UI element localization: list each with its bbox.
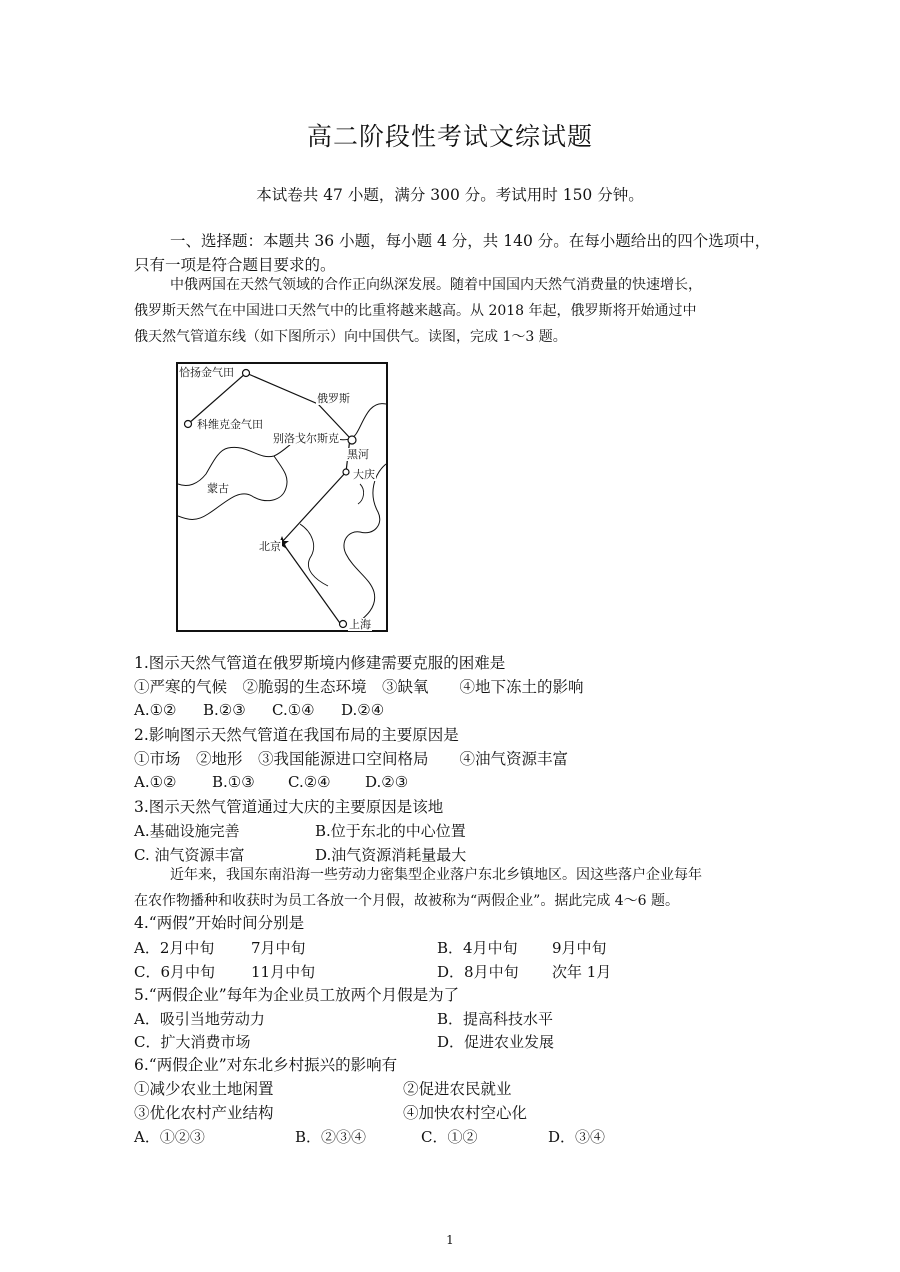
q3-stem: 3.图示天然气管道通过大庆的主要原因是该地	[134, 798, 444, 816]
label-daqing: 大庆	[353, 468, 375, 481]
label-blagoveshchensk: 别洛戈尔斯克	[273, 432, 339, 445]
exam-subtitle: 本试卷共 47 小题，满分 300 分。考试用时 150 分钟。	[256, 186, 644, 204]
q2-stem: 2.影响图示天然气管道在我国布局的主要原因是	[134, 726, 459, 744]
label-russia: 俄罗斯	[317, 392, 350, 405]
q2-option-c: C.②④	[288, 773, 331, 791]
q3-option-c: C. 油气资源丰富	[134, 846, 245, 864]
page-number: 1	[446, 1233, 454, 1247]
q4-option-b-second: 9月中旬	[552, 939, 607, 957]
section1-line1: 一、选择题：本题共 36 小题，每小题 4 分，共 140 分。在每小题给出的四个选项中，	[170, 232, 771, 250]
q5-option-a: A．吸引当地劳动力	[134, 1010, 265, 1028]
inland-line	[300, 524, 328, 586]
chayanda-marker	[243, 370, 250, 377]
pipeline-map	[176, 362, 388, 632]
q5-option-c: C．扩大消费市场	[134, 1033, 251, 1051]
q4-option-d: D．8月中旬	[437, 963, 519, 981]
coast-island	[358, 484, 364, 504]
shanghai-marker	[340, 621, 347, 628]
label-heihe: 黑河	[347, 448, 369, 461]
q6-stem: 6.“两假企业”对东北乡村振兴的影响有	[134, 1056, 398, 1074]
q6-item-4: ④加快农村空心化	[403, 1104, 528, 1122]
q2-items: ①市场 ②地形 ③我国能源进口空间格局 ④油气资源丰富	[134, 750, 569, 768]
passage1-line3: 俄天然气管道东线（如下图所示）向中国供气。读图，完成 1～3 题。	[134, 329, 567, 345]
q6-option-c: C．①②	[421, 1128, 478, 1146]
q1-option-c: C.①④	[272, 701, 315, 719]
q6-option-d: D．③④	[548, 1128, 606, 1146]
passage2-line2: 在农作物播种和收获时为员工各放一个月假，故被称为“两假企业”。据此完成 4～6 题。	[134, 893, 680, 909]
q4-option-d-second: 次年 1月	[552, 963, 612, 981]
heihe-marker	[348, 436, 356, 444]
q1-option-b: B.②③	[203, 701, 246, 719]
passage1-line1: 中俄两国在天然气领域的合作正向纵深发展。随着中国国内天然气消费量的快速增长，	[170, 277, 702, 293]
q2-option-a: A.①②	[134, 773, 177, 791]
q3-option-b: B.位于东北的中心位置	[315, 822, 466, 840]
q1-items: ①严寒的气候 ②脆弱的生态环境 ③缺氧 ④地下冻土的影响	[134, 678, 584, 696]
q5-option-d: D．促进农业发展	[437, 1033, 555, 1051]
q6-item-2: ②促进农民就业	[403, 1080, 512, 1098]
q6-item-3: ③优化农村产业结构	[134, 1104, 274, 1122]
q4-option-c-second: 11月中旬	[251, 963, 316, 981]
q2-option-b: B.①③	[212, 773, 255, 791]
q1-option-a: A.①②	[134, 701, 177, 719]
q4-option-a: A．2月中旬	[134, 939, 215, 957]
q4-option-c: C．6月中旬	[134, 963, 216, 981]
passage1-line2: 俄罗斯天然气在中国进口天然气中的比重将越来越高。从 2018 年起，俄罗斯将开始通过中	[134, 303, 697, 319]
q4-stem: 4.“两假”开始时间分别是	[134, 914, 305, 932]
label-beijing: 北京	[259, 540, 281, 553]
label-chayanda: 恰扬金气田	[179, 366, 234, 379]
section1-line2: 只有一项是符合题目要求的。	[134, 256, 336, 274]
q6-option-a: A．①②③	[134, 1128, 205, 1146]
map-graphic	[178, 364, 386, 630]
q1-option-d: D.②④	[341, 701, 385, 719]
q5-option-b: B．提高科技水平	[437, 1010, 554, 1028]
q3-option-a: A.基础设施完善	[134, 822, 240, 840]
q1-stem: 1.图示天然气管道在俄罗斯境内修建需要克服的困难是	[134, 654, 506, 672]
q6-item-1: ①减少农业土地闲置	[134, 1080, 274, 1098]
label-shanghai: 上海	[349, 618, 371, 631]
coastline	[344, 464, 386, 626]
border-line-2	[178, 456, 287, 520]
pipeline-trunk-south	[282, 438, 350, 626]
page-title: 高二阶段性考试文综试题	[306, 122, 593, 151]
label-kovykta: 科维克金气田	[197, 418, 263, 431]
q4-option-b: B．4月中旬	[437, 939, 518, 957]
q2-option-d: D.②③	[365, 773, 409, 791]
passage2-line1: 近年来，我国东南沿海一些劳动力密集型企业落户东北乡镇地区。因这些落户企业每年	[170, 867, 702, 883]
kovykta-marker	[185, 421, 192, 428]
label-mongolia: 蒙古	[207, 482, 229, 495]
daqing-marker	[343, 469, 349, 475]
q4-option-a-second: 7月中旬	[251, 939, 306, 957]
pipeline-west-branch	[188, 373, 246, 424]
q6-option-b: B．②③④	[295, 1128, 367, 1146]
q3-option-d: D.油气资源消耗量最大	[315, 846, 467, 864]
q5-stem: 5.“两假企业”每年为企业员工放两个月假是为了	[134, 986, 460, 1004]
